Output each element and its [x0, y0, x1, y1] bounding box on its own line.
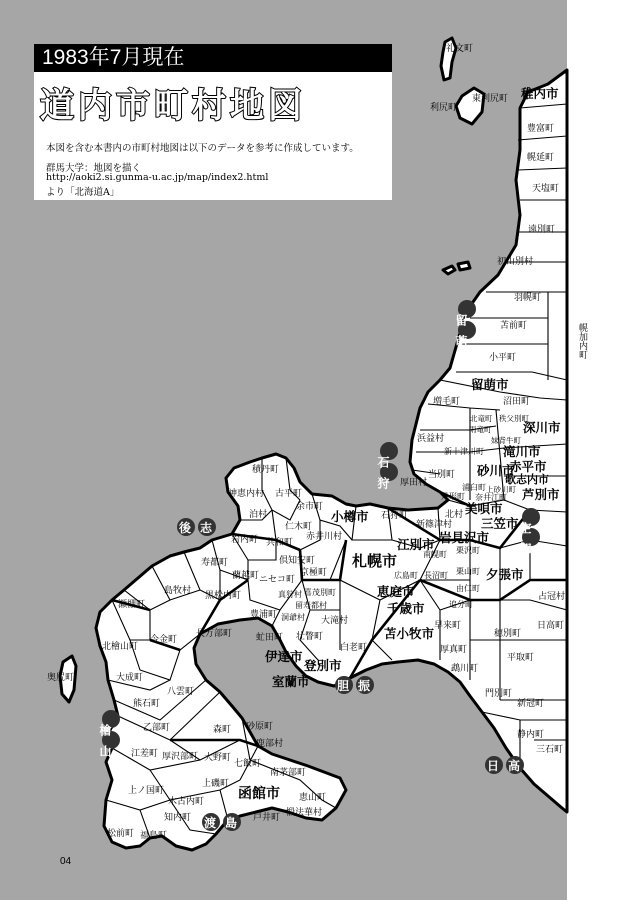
- label-shosambetsu: 初山別村: [497, 257, 534, 267]
- label-tomamae: 苫前町: [500, 321, 528, 331]
- label-hiroshima: 広島町: [394, 571, 418, 580]
- label-mori: 森町: [213, 725, 232, 735]
- label-kurisawa: 栗沢町: [456, 546, 480, 555]
- label-wakkanai: 稚内市: [521, 86, 559, 101]
- label-tomari: 泊村: [249, 510, 268, 520]
- label-iwanai: 岩内町: [231, 535, 259, 545]
- sub-ishikari-label: 石狩: [376, 456, 390, 498]
- label-suttsu: 寿都町: [201, 558, 229, 568]
- label-date: 伊達市: [265, 649, 303, 664]
- label-atsuta: 厚田村: [400, 478, 428, 488]
- header-date: 1983年7月現在: [34, 44, 392, 72]
- label-esan: 恵山町: [299, 793, 327, 803]
- label-moseushi: 妹背牛町: [491, 436, 521, 445]
- label-urausu: 浦臼町: [462, 483, 486, 492]
- label-otaru: 小樽市: [331, 509, 369, 524]
- label-akabira: 赤平市: [509, 459, 547, 474]
- label-hiratori: 平取町: [507, 653, 535, 663]
- label-shiriuchi: 知内町: [164, 813, 192, 823]
- label-shintotsukawa: 新十津川町: [444, 447, 484, 456]
- label-setana: 瀬棚町: [118, 600, 146, 610]
- info-box: [34, 44, 392, 200]
- label-sobetsu: 壮瞥町: [296, 632, 324, 642]
- label-hokuryu: 北竜町: [470, 414, 493, 423]
- label-shizunai: 静内町: [517, 730, 545, 740]
- note-line-1: 本図を含む本書内の市町村地図は以下のデータを参考に作成しています。: [46, 143, 359, 154]
- label-otobe: 乙部町: [143, 723, 171, 733]
- label-abuta: 虻田町: [256, 633, 284, 643]
- label-taisei: 大成町: [116, 673, 144, 683]
- label-kaminokuni: 上ノ国町: [128, 786, 165, 796]
- label-chippubetsu: 秩父別町: [499, 414, 529, 423]
- label-tomakomai: 苫小牧市: [384, 626, 435, 641]
- label-ebetsu: 江別市: [397, 537, 435, 552]
- label-naganuma: 長沼町: [424, 571, 448, 580]
- label-minamikayabe: 南茅部町: [270, 768, 307, 778]
- note-line-2: 群馬大学：地図を描く: [46, 163, 142, 174]
- label-yubari: 夕張市: [486, 567, 524, 582]
- label-akaigawa: 赤井川村: [306, 532, 343, 542]
- sub-rumoi-label: 留萌: [454, 314, 468, 356]
- header-title: 道内市町村地図: [40, 86, 306, 126]
- label-toyoura: 豊浦町: [250, 610, 278, 620]
- label-esashi: 江差町: [131, 749, 159, 759]
- label-sunagawa: 砂川市: [477, 463, 515, 478]
- label-kikonai: 木古内町: [168, 797, 205, 807]
- label-noboribetsu: 登別市: [304, 658, 342, 673]
- label-todohokke: 椴法華村: [286, 808, 323, 818]
- label-naie: 奈井江町: [475, 493, 507, 502]
- label-kimobetsu: 喜茂別町: [304, 588, 336, 597]
- label-yoichi: 余市町: [296, 502, 324, 512]
- page-number: 04: [60, 856, 72, 867]
- label-bibai: 美唄市: [465, 501, 503, 516]
- label-ishikari: 石狩町: [381, 511, 409, 521]
- label-shakotan: 積丹町: [252, 465, 280, 475]
- label-sawara: 砂原町: [246, 722, 274, 732]
- label-takikawa: 滝川市: [503, 444, 541, 459]
- label-oshamambe: 長万部町: [196, 629, 233, 639]
- label-kitahiyama: 北檜山町: [102, 642, 139, 652]
- label-niki: 仁木町: [285, 522, 313, 532]
- label-mikasa: 三笠市: [481, 516, 519, 531]
- label-sapporo: 札幌市: [352, 552, 398, 570]
- label-makkari: 真狩村: [278, 590, 302, 599]
- label-toyotomi: 豊富町: [527, 124, 555, 134]
- sub-shiribeshi-label: 後志: [179, 521, 222, 535]
- label-assabu: 厚沢部町: [162, 752, 199, 762]
- label-kamisunagawa: 上砂川町: [486, 485, 516, 494]
- label-fukushima: 福島町: [140, 831, 168, 841]
- note-line-3: http://aoki2.si.gunma-u.ac.jp/map/index2.html: [46, 172, 269, 183]
- label-obira: 小平町: [489, 353, 517, 363]
- label-kitamura: 北村: [445, 510, 464, 520]
- label-yuni: 由仁町: [456, 584, 480, 593]
- label-toi: 戸井町: [253, 813, 281, 823]
- note-line-4: より「北海道A」: [46, 187, 120, 198]
- label-hakodate: 函館市: [238, 786, 280, 802]
- label-ono: 大野町: [204, 753, 232, 763]
- label-hobetsu: 穂別町: [494, 629, 522, 639]
- label-rankoshi: 蘭越町: [232, 571, 260, 581]
- label-muroran: 室蘭市: [272, 674, 310, 689]
- label-shiraoi: 白老町: [340, 643, 368, 653]
- sub-hidaka-label: 日高: [487, 759, 530, 773]
- label-mukawa: 鵡川町: [451, 664, 479, 674]
- label-rumoi: 留萌市: [471, 377, 509, 392]
- label-furubira: 古平町: [275, 489, 303, 499]
- label-kyogoku: 京極町: [300, 568, 328, 578]
- label-embetsu: 遠別町: [528, 225, 556, 235]
- label-niikappu: 新冠町: [517, 699, 545, 709]
- label-mashike: 増毛町: [433, 397, 461, 407]
- label-kutchan: 倶知安町: [279, 556, 316, 566]
- label-nanporo: 南幌町: [423, 550, 447, 559]
- label-teshio: 天塩町: [532, 184, 560, 194]
- label-atsuma: 厚真町: [440, 645, 468, 655]
- label-hidaka: 日高町: [537, 621, 565, 631]
- label-shimukappu: 占冠村: [538, 592, 566, 602]
- label-kamiiso: 上磯町: [202, 779, 230, 789]
- label-mitsuishi: 三石町: [536, 745, 564, 755]
- label-eniwa: 恵庭市: [377, 584, 415, 599]
- label-otaki: 大滝村: [321, 616, 349, 626]
- label-oiwake: 追分町: [449, 600, 473, 609]
- label-higashirishiri: 東利尻町: [472, 94, 509, 104]
- label-monbetsu: 門別町: [485, 689, 513, 699]
- label-uryu: 雨竜町: [469, 425, 492, 434]
- label-kumaishi: 熊石町: [133, 699, 161, 709]
- label-utashinai: 歌志内市: [505, 473, 549, 486]
- label-iwamizawa: 岩見沢市: [439, 530, 490, 545]
- label-yakumo: 八雲町: [167, 687, 195, 697]
- label-numata: 沼田町: [503, 397, 531, 407]
- label-toya: 洞爺村: [281, 613, 305, 622]
- label-kamoenai: 神恵内村: [228, 489, 265, 499]
- sub-sorachi-label: 空知: [518, 522, 532, 562]
- label-matsumae: 松前町: [107, 829, 135, 839]
- label-horokanai-text: 幌加内町: [551, 323, 587, 333]
- label-hamamasu: 浜益村: [417, 434, 445, 444]
- label-rishiri: 利尻町: [430, 103, 458, 113]
- label-imakane: 今金町: [150, 635, 178, 645]
- label-fukagawa: 深川市: [523, 420, 561, 435]
- label-haboro: 羽幌町: [514, 293, 542, 303]
- label-rebun: 礼文町: [446, 44, 474, 54]
- label-chitose: 千歳市: [387, 601, 425, 616]
- sub-iburi-label: 胆振: [337, 679, 380, 693]
- label-touma: 当別町: [428, 470, 456, 480]
- label-horonobe: 幌延町: [527, 153, 555, 163]
- label-kyowa: 共和町: [266, 538, 294, 548]
- label-ashibetsu: 芦別市: [522, 487, 560, 502]
- label-kuromatsunai: 黒松内町: [205, 591, 242, 601]
- label-shikabe: 鹿部村: [256, 739, 284, 749]
- label-hayakita: 早来町: [434, 621, 462, 631]
- label-nanae: 七飯町: [234, 759, 262, 769]
- yagishiri-island: [458, 262, 470, 270]
- label-kuriyama: 栗山町: [456, 567, 480, 576]
- label-tsukigata: 月形町: [441, 492, 465, 501]
- label-niseko: ニセコ町: [259, 575, 296, 585]
- label-shimamaki: 島牧村: [164, 586, 192, 596]
- label-rusutsu: 留寿都村: [295, 601, 327, 610]
- page-margin: [567, 0, 641, 900]
- label-okushiri: 奥尻町: [47, 673, 75, 683]
- sub-hiyama-label: 檜山: [98, 724, 112, 766]
- sub-oshima-label: 渡島: [204, 816, 247, 830]
- label-shinshinotsu: 新篠津村: [416, 520, 453, 530]
